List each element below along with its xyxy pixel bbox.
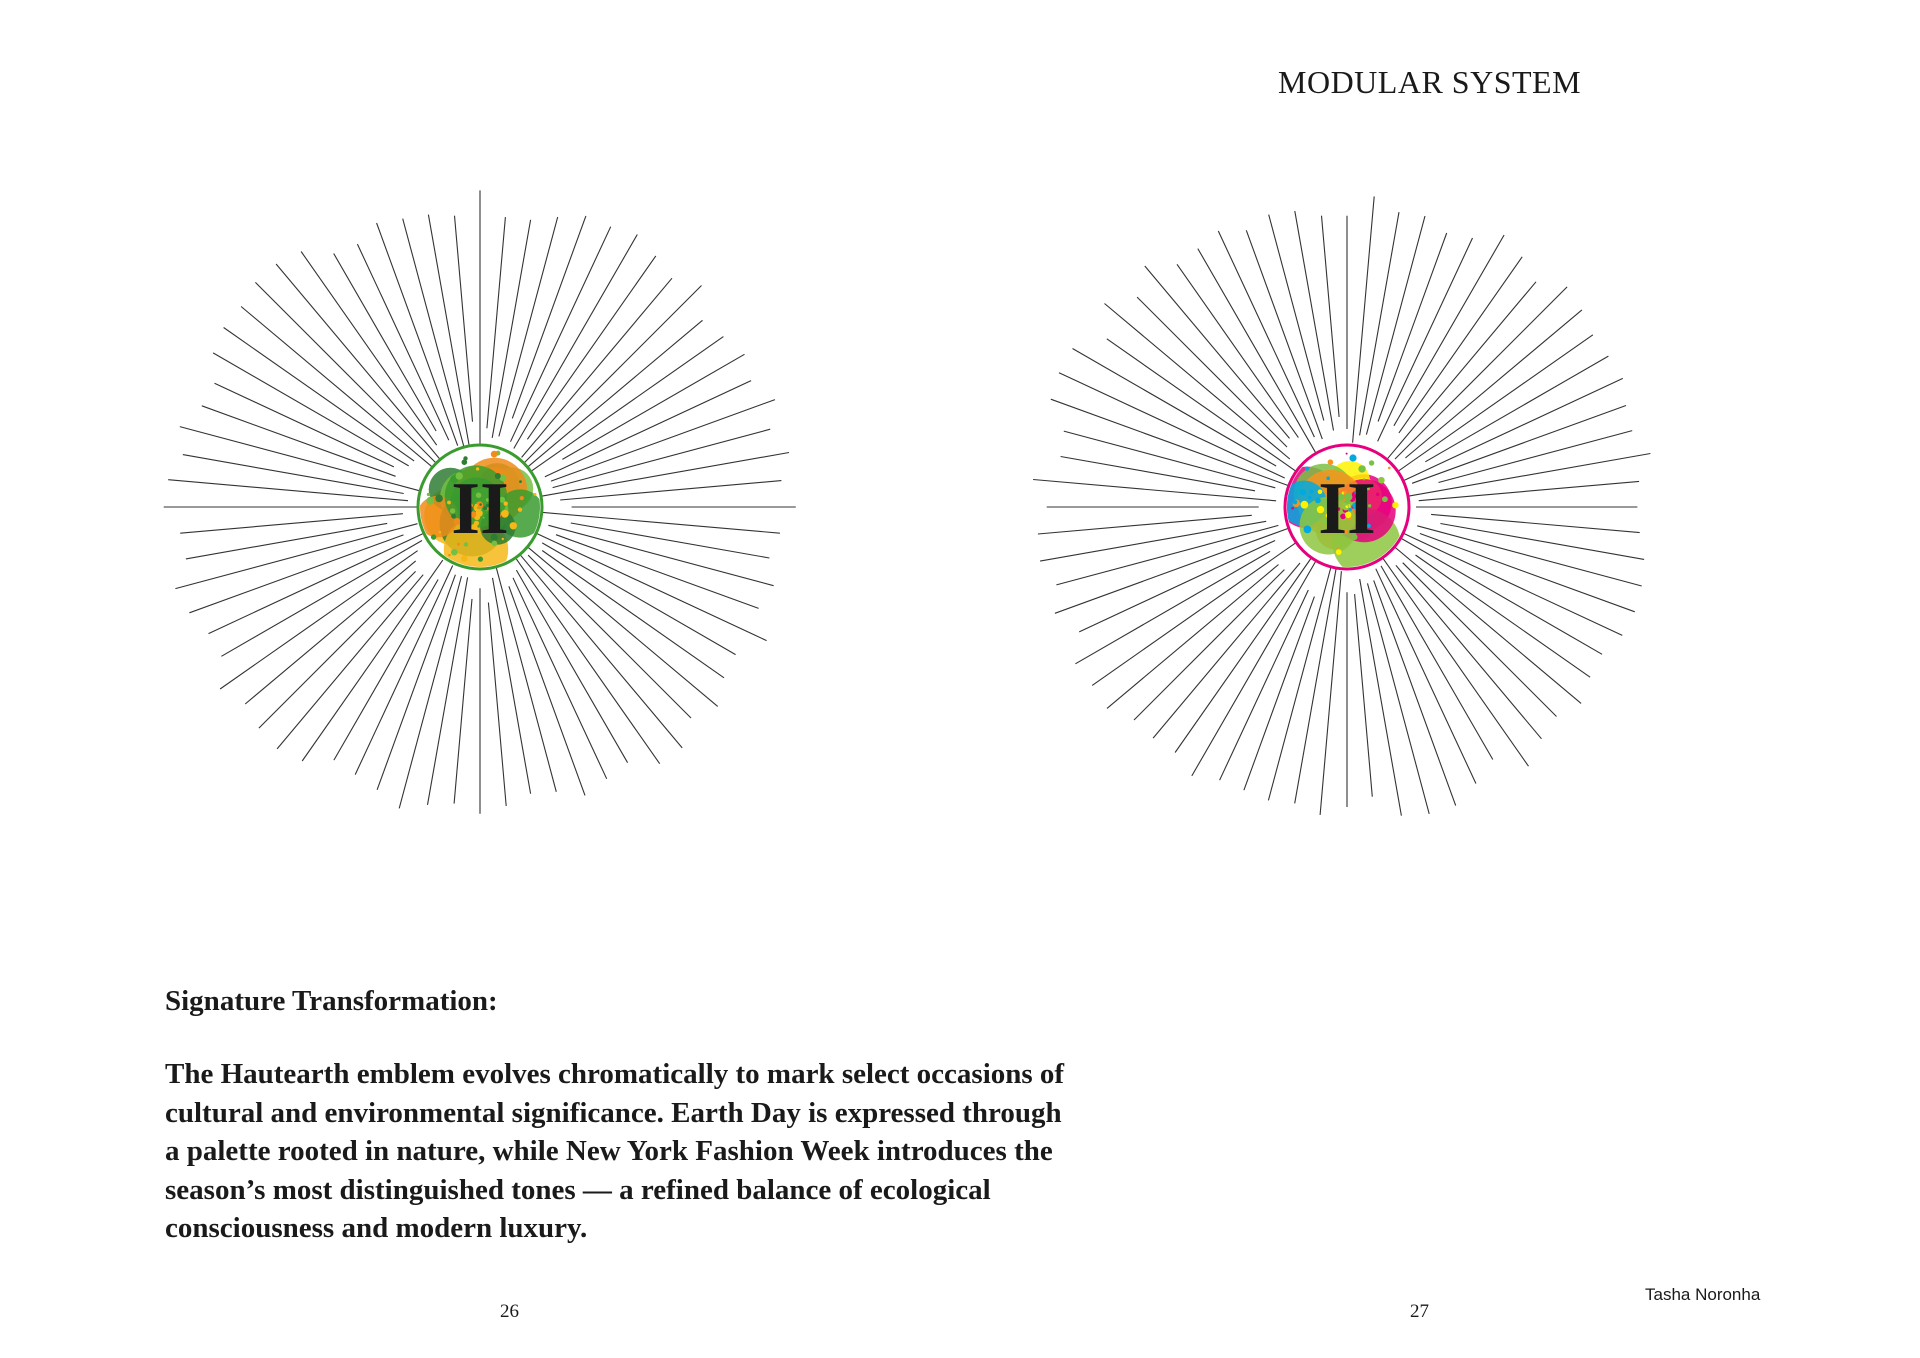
- color-speck: [435, 495, 443, 503]
- emblem-mark: II: [1318, 468, 1376, 550]
- ray: [357, 244, 448, 440]
- ray: [492, 220, 530, 438]
- color-speck: [491, 451, 498, 458]
- ray: [516, 559, 659, 764]
- color-speck: [1369, 460, 1374, 465]
- ray: [1295, 567, 1337, 804]
- ray: [488, 603, 506, 807]
- ray: [520, 286, 701, 467]
- ray: [403, 219, 466, 453]
- ray: [1431, 514, 1640, 532]
- ray: [1322, 216, 1340, 417]
- ray: [1061, 457, 1255, 491]
- ray: [334, 254, 436, 432]
- color-speck: [1304, 526, 1312, 534]
- nyfw-emblem: [1027, 187, 1667, 827]
- ray: [428, 577, 468, 805]
- ray: [1105, 304, 1290, 460]
- ray: [1399, 257, 1522, 433]
- color-speck: [510, 522, 517, 529]
- ray: [1079, 541, 1275, 632]
- color-speck: [427, 493, 430, 496]
- color-speck: [1300, 489, 1306, 495]
- ray: [302, 560, 443, 761]
- ray: [1360, 212, 1399, 435]
- ray: [1040, 521, 1266, 561]
- ray: [1395, 287, 1567, 459]
- ray: [1134, 570, 1284, 720]
- ray: [1064, 431, 1276, 488]
- ray: [513, 578, 607, 779]
- ray: [1269, 215, 1324, 421]
- ray: [180, 514, 403, 534]
- ray: [530, 337, 723, 472]
- color-speck: [519, 480, 522, 483]
- ray: [215, 383, 394, 467]
- ray: [571, 523, 770, 558]
- ray: [495, 564, 556, 791]
- ray: [1320, 571, 1341, 815]
- ray: [1145, 266, 1290, 438]
- color-speck: [439, 531, 441, 533]
- page-number-right: 27: [1410, 1301, 1429, 1322]
- color-speck: [426, 497, 434, 505]
- ray: [186, 523, 387, 559]
- ray: [1177, 264, 1298, 437]
- ray: [209, 534, 424, 634]
- color-speck: [1346, 453, 1348, 455]
- color-speck: [431, 534, 436, 539]
- color-speck: [1308, 496, 1312, 500]
- ray: [1403, 563, 1557, 717]
- ray: [1403, 533, 1623, 636]
- ray: [1403, 378, 1623, 481]
- ray: [1056, 525, 1278, 585]
- ray: [399, 576, 461, 808]
- ray: [493, 578, 531, 794]
- ray: [1353, 196, 1375, 442]
- ray: [245, 561, 416, 704]
- ray: [1175, 556, 1313, 753]
- ray: [1218, 231, 1314, 437]
- color-speck: [518, 508, 522, 512]
- color-speck: [1291, 507, 1294, 510]
- ray: [1412, 406, 1626, 484]
- ray: [1073, 349, 1277, 467]
- earth-day-emblem: [160, 187, 800, 827]
- color-speck: [1336, 549, 1342, 555]
- ray: [1374, 580, 1456, 805]
- ray: [560, 481, 781, 500]
- color-speck: [1378, 477, 1385, 484]
- color-speck: [1388, 467, 1391, 470]
- color-speck: [461, 555, 468, 562]
- ray: [180, 427, 423, 492]
- color-speck: [1376, 493, 1380, 497]
- body-line: cultural and environmental significance. Earth Day is expressed through: [165, 1096, 1062, 1129]
- ray: [259, 571, 416, 728]
- body-line: consciousness and modern luxury.: [165, 1212, 588, 1244]
- body-line: a palette rooted in nature, while New York Fashion Week introduces the: [165, 1135, 1053, 1167]
- color-speck: [1328, 459, 1334, 465]
- ray: [213, 353, 409, 466]
- ray: [1198, 249, 1319, 459]
- ray: [377, 575, 455, 790]
- ray: [1268, 565, 1331, 800]
- body-line: The Hautearth emblem evolves chromatically to mark select occasions of: [165, 1058, 1065, 1090]
- ray: [1360, 579, 1402, 816]
- ray: [1394, 235, 1504, 426]
- color-speck: [534, 493, 537, 496]
- color-speck: [1310, 490, 1314, 494]
- ray: [241, 307, 432, 467]
- ray: [1406, 454, 1650, 497]
- earth-day-emblem-graphic: [160, 187, 800, 827]
- ray: [276, 264, 443, 463]
- body-line: season’s most distinguished tones — a refined balance of ecological: [165, 1173, 991, 1206]
- ray: [548, 525, 773, 585]
- ray: [1107, 339, 1297, 472]
- ray: [221, 541, 422, 657]
- ray: [455, 216, 473, 422]
- color-speck: [1301, 501, 1309, 509]
- ray: [487, 217, 506, 428]
- color-speck: [1392, 502, 1398, 508]
- ray: [334, 580, 438, 761]
- ray: [1425, 356, 1608, 462]
- ray: [183, 455, 404, 494]
- section-heading: Signature Transformation:: [165, 985, 498, 1017]
- ray: [1392, 545, 1581, 704]
- ray: [535, 533, 767, 641]
- ray: [526, 546, 718, 707]
- ray: [1038, 515, 1252, 534]
- ray: [556, 535, 759, 609]
- color-speck: [478, 557, 483, 562]
- ray: [1137, 297, 1287, 447]
- ray: [551, 400, 775, 482]
- color-speck: [448, 554, 450, 556]
- ray: [377, 223, 458, 446]
- ray: [175, 524, 417, 589]
- color-speck: [1382, 496, 1388, 502]
- ray: [517, 551, 682, 748]
- ray: [1033, 480, 1276, 501]
- ray: [528, 555, 691, 718]
- color-speck: [1305, 467, 1309, 471]
- color-speck: [520, 496, 524, 500]
- emblem-mark: II: [451, 468, 509, 550]
- ray: [1246, 230, 1322, 439]
- ray: [189, 535, 403, 613]
- color-speck: [462, 459, 468, 465]
- body-paragraph: [165, 1055, 1175, 1248]
- ray: [538, 453, 789, 497]
- section-title: MODULAR SYSTEM: [1278, 64, 1582, 100]
- ray: [1440, 524, 1644, 560]
- ray: [1075, 551, 1270, 663]
- ray: [1419, 481, 1639, 500]
- ray: [1107, 565, 1279, 709]
- ray: [1397, 536, 1602, 654]
- ray: [524, 320, 703, 470]
- ray: [1416, 555, 1591, 677]
- author-name: Tasha Noronha: [1645, 1285, 1761, 1304]
- nyfw-emblem-graphic: [1027, 187, 1667, 827]
- ray: [168, 480, 408, 501]
- page-number-left: 26: [500, 1301, 519, 1322]
- ray: [1295, 211, 1334, 431]
- ray: [527, 256, 655, 439]
- ray: [1192, 556, 1319, 776]
- ray: [1381, 566, 1493, 760]
- ray: [454, 599, 472, 804]
- ray: [1355, 594, 1373, 797]
- ray: [1220, 590, 1309, 780]
- ray: [539, 512, 780, 533]
- ray: [1420, 534, 1635, 612]
- color-speck: [1349, 454, 1356, 461]
- ray: [255, 282, 437, 464]
- color-speck: [1293, 500, 1298, 505]
